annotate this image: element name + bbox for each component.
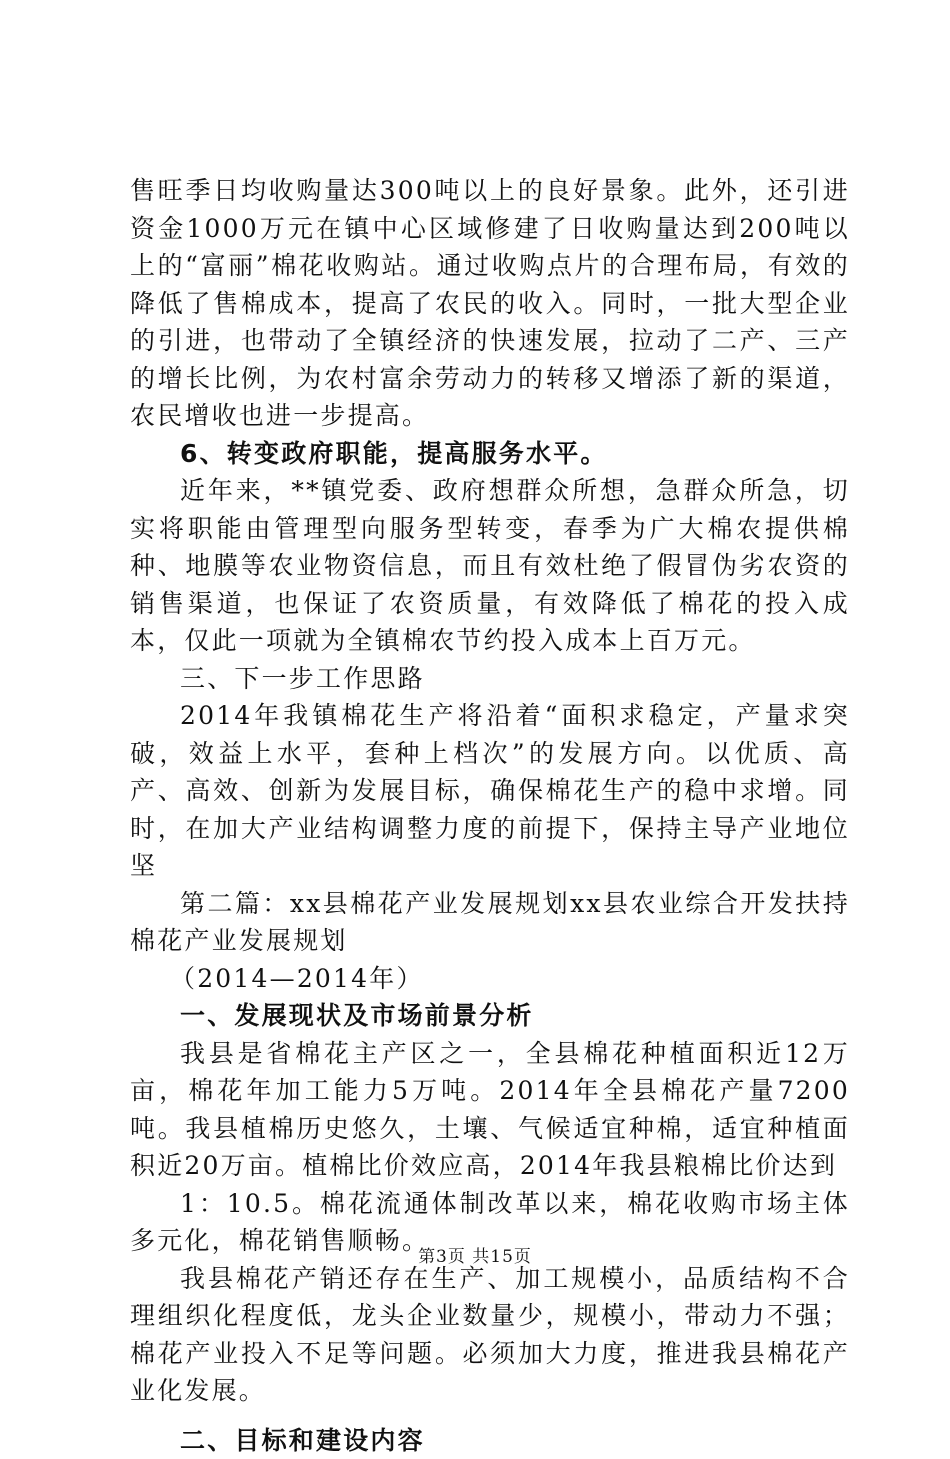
paragraph-current-status: 我县是省棉花主产区之一，全县棉花种植面积近12万亩，棉花年加工能力5万吨。2014年全县棉花产量7200吨。我县植棉历史悠久，土壤、气候适宜种棉，适宜种植面积近20万亩。植棉比价效应高，2014年我县粮棉比价达到 xyxy=(130,1035,850,1185)
section-heading-2: 二、目标和建设内容 xyxy=(130,1422,850,1459)
paragraph-cotton-purchase: 售旺季日均收购量达300吨以上的良好景象。此外，还引进资金1000万元在镇中心区域修建了日收购量达到200吨以上的“富丽”棉花收购站。通过收购点片的合理布局，有效的降低了售棉成本，提高了农民的收入。同时，一批大型企业的引进，也带动了全镇经济的快速发展，拉动了二产、三产的增长比例，为农村富余劳动力的转移又增添了新的渠道，农民增收也进一步提高。 xyxy=(130,172,850,435)
paragraph-next-steps: 2014年我镇棉花生产将沿着“面积求稳定，产量求突破，效益上水平，套种上档次”的发展方向。以优质、高产、高效、创新为发展目标，确保棉花生产的稳中求增。同时，在加大产业结构调整力度的前提下，保持主导产业地位坚 xyxy=(130,697,850,885)
page-footer: 第3页 共15页 xyxy=(0,1242,950,1267)
section-heading-6: 6、转变政府职能，提高服务水平。 xyxy=(130,435,850,473)
section-heading-3: 三、下一步工作思路 xyxy=(130,660,850,698)
paragraph-price-ratio: 1：10.5。棉花流通体制改革以来，棉花收购市场主体多元化，棉花销售顺畅。 xyxy=(130,1185,850,1260)
paragraph-problems: 我县棉花产销还存在生产、加工规模小，品质结构不合理组织化程度低，龙头企业数量少，规模小，带动力不强；棉花产业投入不足等问题。必须加大力度，推进我县棉花产业化发展。 xyxy=(130,1260,850,1410)
section-heading-1: 一、发展现状及市场前景分析 xyxy=(130,997,850,1035)
article-title: 第二篇：xx县棉花产业发展规划xx县农业综合开发扶持棉花产业发展规划 xyxy=(130,885,850,960)
paragraph-government-service: 近年来，**镇党委、政府想群众所想，急群众所急，切实将职能由管理型向服务型转变，春季为广大棉农提供棉种、地膜等农业物资信息，而且有效杜绝了假冒伪劣农资的销售渠道，也保证了农资质量，有效降低了棉花的投入成本，仅此一项就为全镇棉农节约投入成本上百万元。 xyxy=(130,472,850,660)
article-date-range: （2014—2014年） xyxy=(130,960,850,998)
